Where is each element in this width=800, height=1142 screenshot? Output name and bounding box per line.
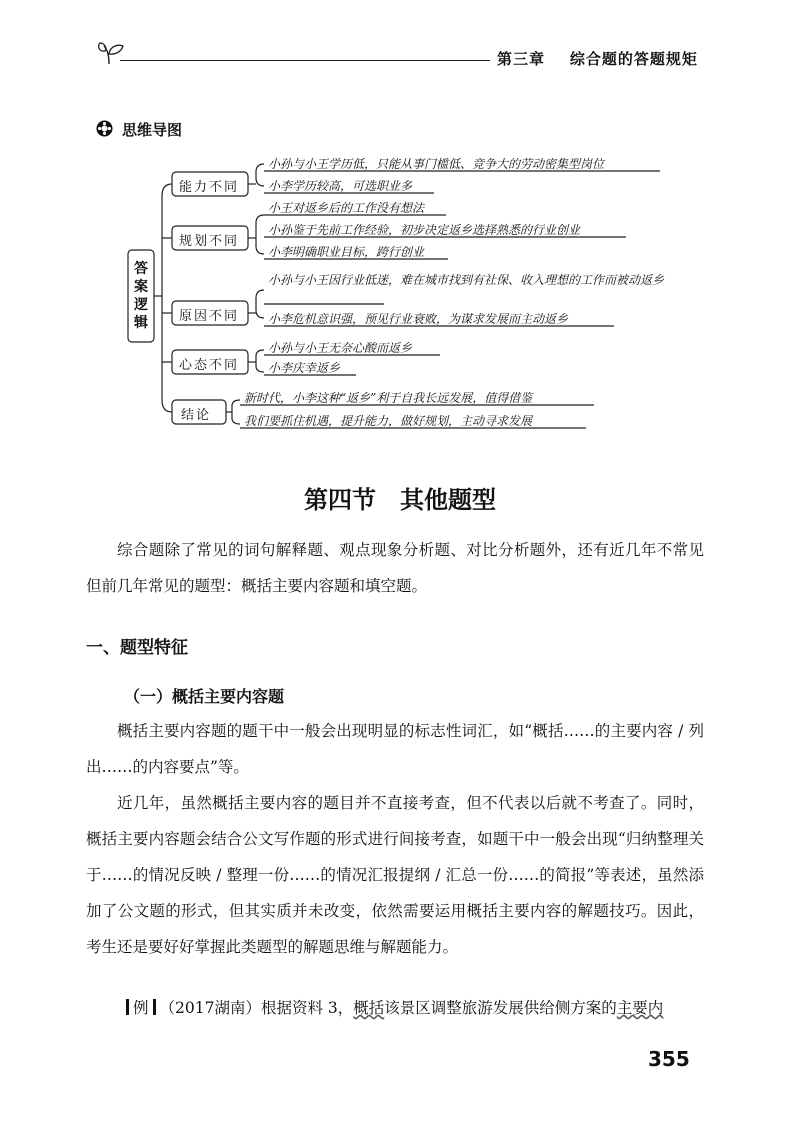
example-tail: 主要内 bbox=[616, 999, 664, 1017]
heading-2: （一）概括主要内容题 bbox=[124, 687, 285, 706]
section-title: 第四节 其他题型 bbox=[304, 486, 496, 514]
mindmap-item: 新时代，小李这种“返乡”利于自我长远发展，值得借鉴 bbox=[244, 391, 533, 405]
intro-paragraph: 综合题除了常见的词句解释题、观点现象分析题、对比分析题外，还有近几年不常见但前几年常见的题型：概括主要内容题和填空题。 bbox=[86, 541, 704, 595]
example-bar-right bbox=[153, 999, 156, 1015]
mindmap-item: 小孙与小王学历低，只能从事门槛低、竞争大的劳动密集型岗位 bbox=[268, 157, 605, 171]
mindmap-item: 我们要抓住机遇，提升能力，做好规划，主动寻求发展 bbox=[244, 414, 533, 428]
mindmap-item: 小李危机意识强，预见行业衰败，为谋求发展而主动返乡 bbox=[268, 312, 569, 326]
branch-label-planning: 规划不同 bbox=[179, 234, 240, 249]
mindmap-item: 小孙与小王无奈心酸而返乡 bbox=[268, 341, 413, 355]
branch-label-reason: 原因不同 bbox=[179, 309, 240, 324]
example-keyword: 概括 bbox=[353, 999, 385, 1017]
mindmap-title: 思维导图 bbox=[122, 121, 183, 139]
mindmap-item: 小孙与小王因行业低迷，难在城市找到有社保、收入理想的工作而被动返乡 bbox=[268, 273, 665, 287]
branch-label-ability: 能力不同 bbox=[179, 180, 240, 195]
chapter-title: 综合题的答题规矩 bbox=[569, 50, 698, 68]
example-bar-left bbox=[126, 999, 129, 1015]
example-source: （2017湖南）根据资料 3， bbox=[159, 999, 354, 1017]
body-paragraph: 近几年，虽然概括主要内容的题目并不直接考查，但不代表以后就不考查了。同时，概括主要内容题会结合公文写作题的形式进行间接考查，如题干中一般会出现“归纳整理关于……的情况反映 / 整理一份……的情况汇报提纲 / 汇总一份……的简报”等表述，虽然添加了公文题的形式，但其实质并未改变，依然需要运用概括主要内容的解题技巧。因此，考生还是要好好掌握此类题型的解题思维与解题能力。 bbox=[86, 794, 704, 956]
heading-1: 一、题型特征 bbox=[86, 638, 188, 658]
body-paragraph: 概括主要内容题的题干中一般会出现明显的标志性词汇，如“概括……的主要内容 / 列出……的内容要点”等。 bbox=[86, 722, 704, 776]
example-label: 例 bbox=[133, 999, 149, 1017]
branch-label-mindset: 心态不同 bbox=[179, 358, 240, 373]
mindmap-item: 小李明确职业目标，跨行创业 bbox=[268, 245, 425, 259]
mindmap-item: 小孙鉴于先前工作经验，初步决定返乡选择熟悉的行业创业 bbox=[268, 223, 581, 237]
mindmap-item: 小李庆幸返乡 bbox=[268, 361, 341, 375]
example-line bbox=[122, 996, 663, 1018]
chapter-label: 第三章 bbox=[497, 50, 546, 68]
page-number: 355 bbox=[648, 1047, 690, 1071]
example-middle: 该景区调整旅游发展供给侧方案的 bbox=[384, 999, 617, 1017]
mindmap-item: 小王对返乡后的工作没有想法 bbox=[268, 201, 425, 215]
branch-label-conclusion: 结论 bbox=[181, 408, 212, 423]
mindmap-item: 小李学历较高，可选职业多 bbox=[268, 179, 413, 193]
mindmap-root: 答案逻辑 bbox=[134, 261, 148, 331]
